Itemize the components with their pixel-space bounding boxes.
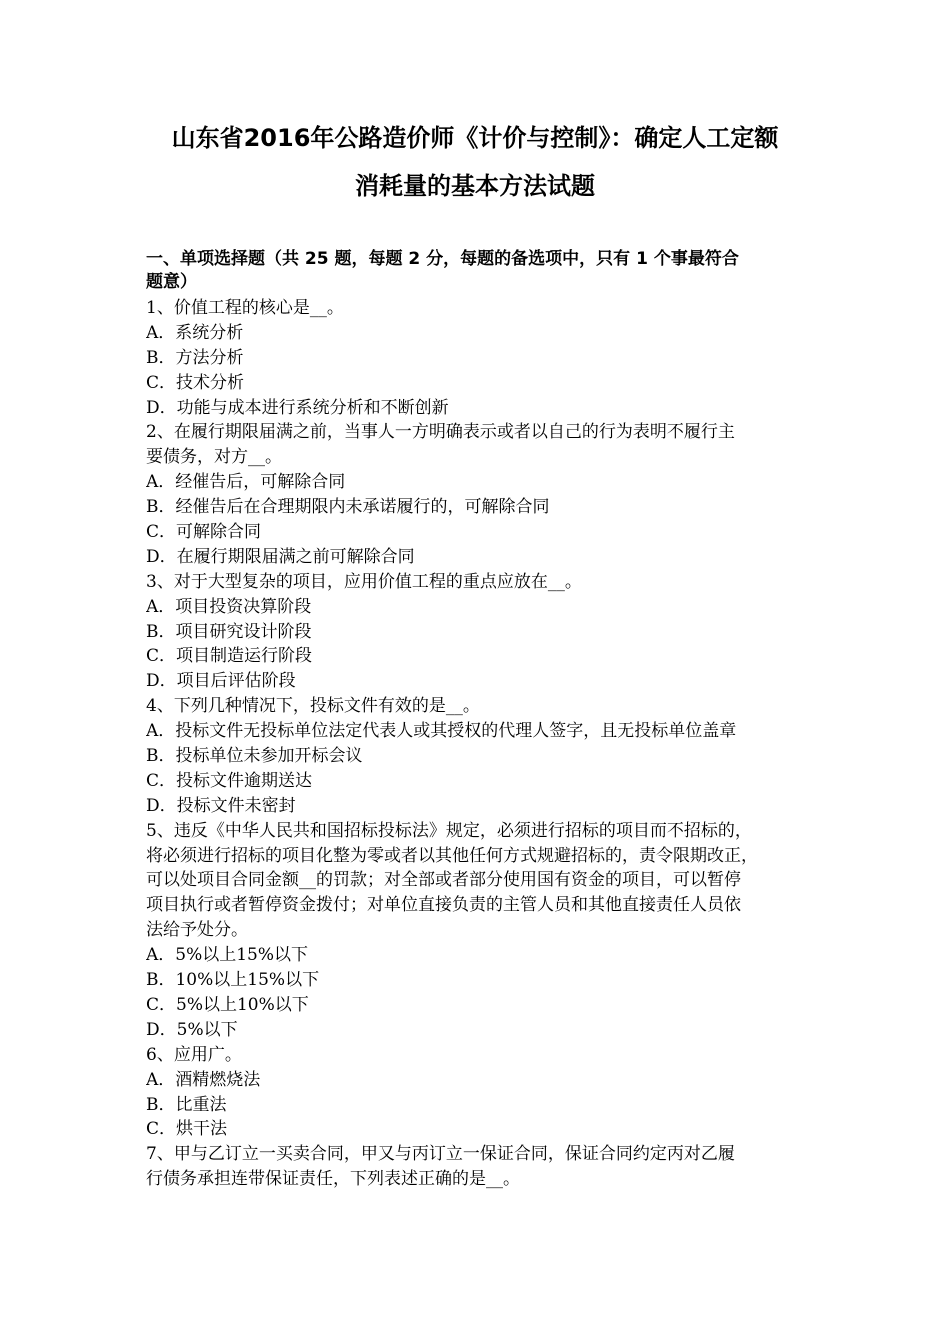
text-line: A．经催告后，可解除合同 [146, 472, 346, 493]
section-heading-line-2: 题意） [146, 272, 197, 292]
text-line: 要债务，对方__。 [146, 447, 282, 468]
text-line: C．烘干法 [146, 1119, 228, 1140]
text-line: D．5%以下 [146, 1019, 238, 1040]
text-line: C．投标文件逾期送达 [146, 770, 313, 791]
text-line: D．项目后评估阶段 [146, 671, 296, 692]
text-line: D．在履行期限届满之前可解除合同 [146, 546, 415, 567]
text-line: B．方法分析 [146, 347, 244, 368]
text-line: B．经催告后在合理期限内未承诺履行的，可解除合同 [146, 497, 550, 518]
text-line: B．项目研究设计阶段 [146, 621, 312, 642]
section-heading-line-1: 一、单项选择题（共 25 题，每题 2 分，每题的备选项中，只有 1 个事最符合 [146, 249, 739, 269]
text-line: 5、违反《中华人民共和国招标投标法》规定，必须进行招标的项目而不招标的， [146, 820, 752, 841]
text-line: 行债务承担连带保证责任，下列表述正确的是__。 [146, 1169, 520, 1190]
text-line: 法给予处分。 [146, 920, 248, 941]
text-line: 可以处项目合同金额__的罚款；对全部或者部分使用国有资金的项目，可以暂停 [146, 870, 741, 891]
text-line: C．5%以上10%以下 [146, 994, 309, 1015]
text-line: 将必须进行招标的项目化整为零或者以其他任何方式规避招标的，责令限期改正， [146, 845, 758, 866]
question-body [146, 296, 810, 1192]
document-title-line-2: 消耗量的基本方法试题 [355, 172, 595, 200]
text-line: C．可解除合同 [146, 522, 262, 543]
text-line: A．酒精燃烧法 [146, 1069, 261, 1090]
text-line: B．10%以上15%以下 [146, 970, 320, 991]
text-line: 1、价值工程的核心是__。 [146, 298, 344, 318]
text-line: A．5%以上15%以下 [146, 945, 309, 966]
text-line: 3、对于大型复杂的项目，应用价值工程的重点应放在__。 [146, 571, 582, 592]
text-line: A．项目投资决算阶段 [146, 596, 312, 617]
text-line: B．比重法 [146, 1094, 227, 1115]
text-line: B．投标单位未参加开标会议 [146, 746, 363, 767]
text-line: 项目执行或者暂停资金拨付；对单位直接负责的主管人员和其他直接责任人员依 [146, 895, 741, 916]
text-line: D．功能与成本进行系统分析和不断创新 [146, 397, 449, 418]
text-line: 7、甲与乙订立一买卖合同，甲又与丙订立一保证合同，保证合同约定丙对乙履 [146, 1144, 735, 1165]
text-line: D．投标文件未密封 [146, 795, 296, 816]
document-title-line-1: 山东省2016年公路造价师《计价与控制》：确定人工定额 [171, 124, 779, 152]
text-line: 2、在履行期限届满之前，当事人一方明确表示或者以自己的行为表明不履行主 [146, 422, 735, 443]
text-line: 4、下列几种情况下，投标文件有效的是__。 [146, 696, 480, 717]
text-line: C．项目制造运行阶段 [146, 646, 313, 667]
text-line: A．投标文件无投标单位法定代表人或其授权的代理人签字，且无投标单位盖章 [146, 721, 737, 742]
section-heading [146, 248, 810, 294]
text-line: 6、应用广。 [146, 1044, 242, 1065]
text-line: C．技术分析 [146, 372, 245, 393]
text-line: A．系统分析 [146, 322, 244, 343]
